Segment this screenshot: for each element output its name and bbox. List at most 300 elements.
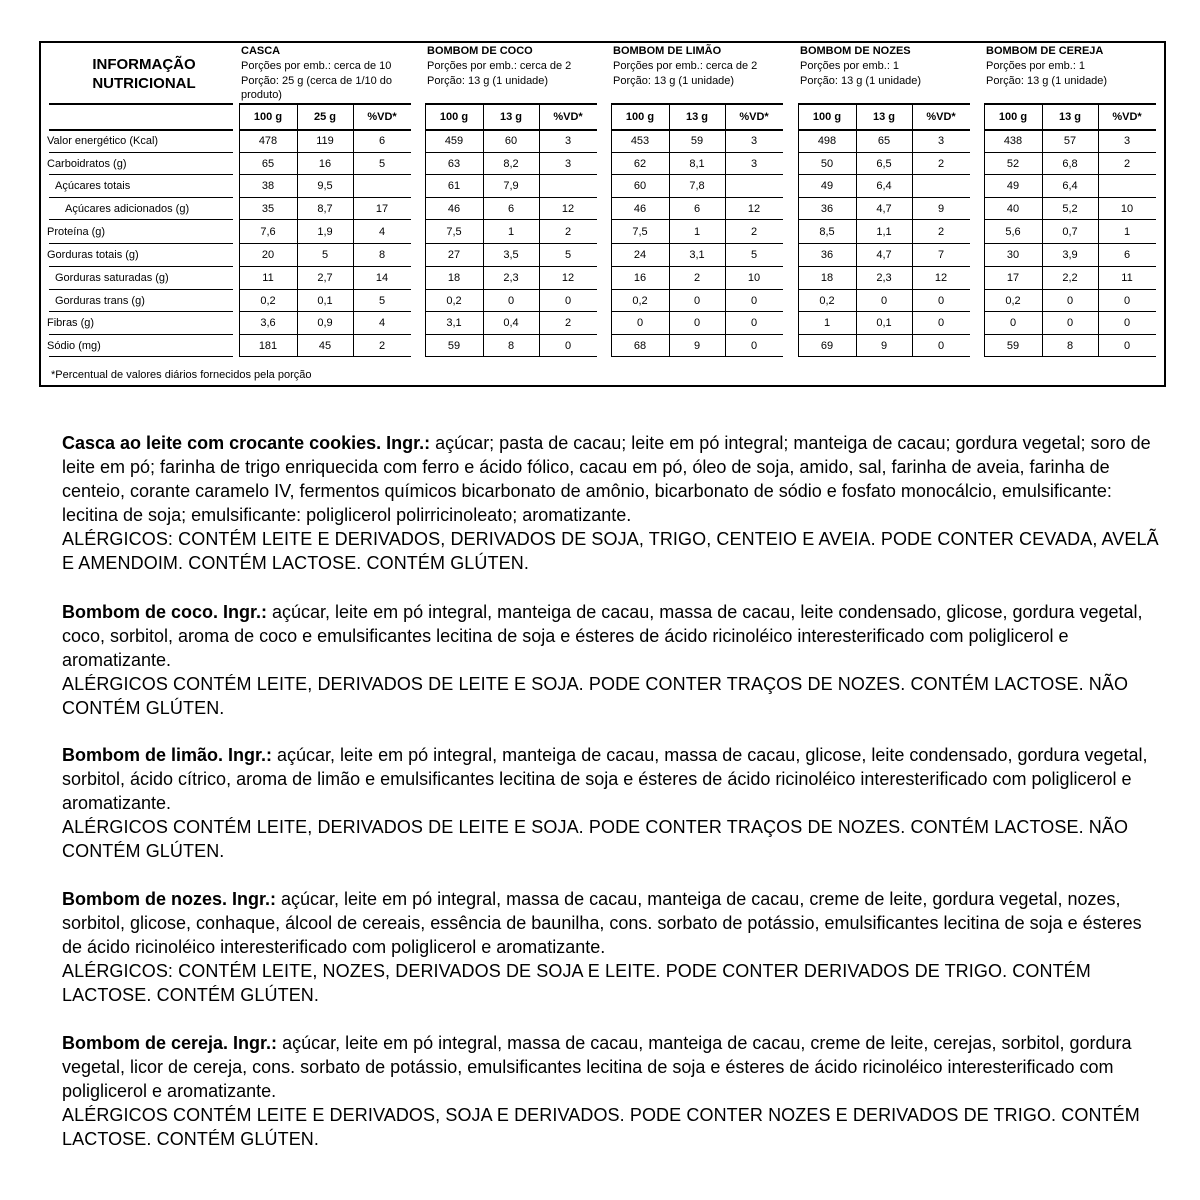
nutrient-value: 7,8 [689,180,705,192]
nutrient-value: 0 [636,317,644,329]
ingredients-text: açúcar, leite em pó integral, massa de cacau, manteiga de cacau, creme de leite, gordura vegetal, nozes, sorbitol, glicose, conhaque, álcool de cereais, essência de baunilha, cons. sorbato de potássio, emulsificantes lecitina de soja e ésteres de ácido ricinoléico interesterificado com poliglicerol e aromatizante. [62,889,1142,957]
nutrient-label: Sódio (mg) [47,339,101,352]
nutrient-value: 46 [633,202,647,215]
nutrient-value: 12 [561,272,575,284]
table-rule [611,219,783,220]
table-rule [239,289,411,290]
product-servings: Porções por emb.: 1 [986,60,1086,72]
table-rule [425,266,597,267]
nutrient-value: 4 [378,225,386,238]
table-rule [425,103,597,105]
nutrient-value: 1,1 [876,225,892,238]
table-rule [984,129,1156,131]
ingredients-limao [62,743,1162,863]
nutrient-value: 14 [375,272,389,284]
table-footnote: *Percentual de valores diários fornecidos pela porção [51,369,312,381]
table-rule [611,103,783,105]
product-servings: Porções por emb.: cerca de 2 [427,60,572,72]
nutrient-value: 0 [750,339,758,352]
nutrient-value: 62 [633,157,647,170]
nutrient-value: 60 [633,180,647,192]
nutrient-value: 8,5 [819,225,835,238]
nutrient-value: 3,9 [1062,249,1078,261]
column-header: 100 g [625,111,655,123]
table-rule [49,356,233,357]
nutrient-value: 6,4 [876,180,892,192]
nutrient-value: 3 [750,135,758,147]
table-rule [984,266,1156,267]
table-rule [611,152,783,153]
nutrient-value: 0 [880,294,888,307]
nutrient-value: 459 [444,135,464,147]
nutrient-value: 3,1 [689,249,705,261]
table-rule [353,103,354,356]
nutrient-value: 7,5 [632,225,648,238]
table-rule [49,219,233,220]
column-header: %VD* [926,111,956,123]
product-servings: Porções por emb.: cerca de 10 [241,60,392,72]
nutrient-value: 7 [937,249,945,261]
table-rule [425,103,426,356]
nutrient-value: 0 [937,294,945,307]
nutrient-value: 10 [1120,202,1134,215]
column-header: 100 g [998,111,1028,123]
table-rule [49,197,233,198]
table-rule [725,103,726,356]
table-rule [798,152,970,153]
table-rule [798,334,970,335]
nutrient-value: 6,5 [876,157,892,170]
column-header: 100 g [253,111,283,123]
ingredients-text: açúcar, leite em pó integral, massa de cacau, manteiga de cacau, creme de leite, cerejas, sorbitol, gordura vegetal, licor de cereja, cons. sorbato de potássio, emulsificantes lecitina de soja e ésteres de ácido ricinoléico interesterificado com poliglicerol e aromatizante. [62,1033,1132,1101]
nutrient-value: 5 [321,249,329,261]
nutrient-value: 498 [817,135,837,147]
nutrient-value: 11 [262,272,274,284]
nutrient-value: 6 [693,202,701,215]
nutrient-value: 2,3 [876,272,892,284]
nutrient-value: 0 [1066,294,1074,307]
column-header: %VD* [739,111,769,123]
nutrient-value: 17 [1006,272,1020,284]
column-header: 13 g [872,111,895,123]
table-rule [239,174,411,175]
column-header: %VD* [553,111,583,123]
nutrient-value: 3 [1123,135,1131,147]
nutrient-label: Gorduras totais (g) [47,249,139,261]
product-name: Bombom de limão. Ingr.: [62,745,273,765]
column-header: 100 g [439,111,469,123]
column-header: 13 g [499,111,522,123]
table-rule [798,103,970,105]
nutrient-value: 7,9 [503,180,519,192]
product-portion: Porção: 13 g (1 unidade) [427,75,549,87]
table-rule [425,174,597,175]
nutrient-label: Gorduras saturadas (g) [55,272,169,284]
nutrient-value: 46 [447,202,461,215]
nutrient-value: 0 [507,294,515,307]
allergens-text: ALÉRGICOS CONTÉM LEITE E DERIVADOS, SOJA E DERIVADOS. PODE CONTER NOZES E DERIVADOS DE TRIGO. CONTÉM LACTOSE. CONTÉM GLÚTEN. [62,1105,1140,1149]
product-name: Bombom de nozes. Ingr.: [62,889,277,909]
table-rule [483,103,484,356]
nutrient-value: 0 [1123,317,1131,329]
nutrient-value: 69 [820,339,834,352]
product-header-name: BOMBOM DE NOZES [800,45,911,57]
nutrient-value: 3 [564,135,572,147]
nutrient-value: 2,7 [317,272,333,284]
nutrient-value: 30 [1006,249,1020,261]
product-name: Bombom de coco. Ingr.: [62,602,268,622]
nutrient-value: 12 [934,272,948,284]
nutrient-value: 8,7 [317,202,333,215]
nutrient-label: Gorduras trans (g) [55,294,145,307]
nutrient-value: 0,1 [876,317,892,329]
nutrient-value: 45 [318,339,332,352]
table-rule [49,266,233,267]
table-rule [669,103,670,356]
nutrient-value: 38 [261,180,275,192]
table-rule [611,266,783,267]
table-title: INFORMAÇÃO NUTRICIONAL [92,56,196,92]
table-rule [611,311,783,312]
nutrient-value: 2 [378,339,386,352]
product-portion: Porção: 13 g (1 unidade) [800,75,922,87]
table-rule [611,334,783,335]
table-rule [425,334,597,335]
table-rule [239,219,411,220]
nutrient-value: 0 [564,294,572,307]
nutrient-value: 3,6 [260,317,276,329]
nutrient-value: 5 [564,249,572,261]
nutrient-value: 11 [1121,272,1133,284]
ingredients-cereja [62,1031,1162,1151]
nutrient-value: 16 [633,272,647,284]
nutrient-value: 2 [564,317,572,329]
nutrient-value: 2 [693,272,701,284]
nutrient-value: 4,7 [876,202,892,215]
nutrient-value: 0 [693,294,701,307]
nutrient-value: 5,2 [1062,202,1078,215]
table-rule [425,197,597,198]
table-rule [297,103,298,356]
nutrient-value: 181 [258,339,278,352]
nutrition-table [39,41,1166,387]
table-rule [611,103,612,356]
column-header: 13 g [685,111,708,123]
nutrient-value: 9 [937,202,945,215]
nutrient-value: 0 [1009,317,1017,329]
nutrient-value: 2 [564,225,572,238]
nutrient-label: Carboidratos (g) [47,157,127,170]
table-rule [239,129,411,131]
table-rule [984,197,1156,198]
allergens-text: ALÉRGICOS CONTÉM LEITE, DERIVADOS DE LEITE E SOJA. PODE CONTER TRAÇOS DE NOZES. CONTÉM LACTOSE. NÃO CONTÉM GLÚTEN. [62,674,1129,718]
nutrient-value: 9,5 [317,180,333,192]
nutrient-value: 478 [258,135,278,147]
allergens-text: ALÉRGICOS CONTÉM LEITE, DERIVADOS DE LEITE E SOJA. PODE CONTER TRAÇOS DE NOZES. CONTÉM LACTOSE. NÃO CONTÉM GLÚTEN. [62,817,1129,861]
nutrient-value: 36 [820,249,834,261]
table-rule [49,243,233,244]
nutrient-value: 0 [693,317,701,329]
nutrient-value: 0 [1123,339,1131,352]
ingredients-paragraph [62,600,1162,672]
nutrient-value: 0 [1123,294,1131,307]
nutrient-label: Açúcares adicionados (g) [65,202,190,215]
ingredients-paragraph [62,1031,1162,1103]
product-header-name: BOMBOM DE CEREJA [986,45,1104,57]
nutrient-value: 5 [378,294,386,307]
nutrient-value: 2,2 [1062,272,1078,284]
table-rule [1098,103,1099,356]
nutrient-label: Fibras (g) [47,317,95,329]
table-rule [984,356,1156,357]
nutrient-value: 59 [690,135,704,147]
nutrient-value: 61 [447,180,461,192]
table-rule [49,174,233,175]
nutrient-value: 40 [1006,202,1020,215]
nutrient-value: 1,9 [317,225,333,238]
nutrient-value: 36 [820,202,834,215]
table-rule [984,334,1156,335]
product-servings: Porções por emb.: cerca de 2 [613,60,758,72]
product-name: Bombom de cereja. Ingr.: [62,1033,278,1053]
product-portion-cont: produto) [241,89,282,101]
nutrient-value: 5 [378,157,386,170]
table-rule [239,103,411,105]
nutrient-value: 8,1 [689,157,705,170]
nutrient-value: 4,7 [876,249,892,261]
table-rule [984,152,1156,153]
nutrient-value: 1 [1123,225,1131,238]
table-rule [239,311,411,312]
table-rule [239,152,411,153]
nutrient-value: 8 [507,339,515,352]
table-rule [425,311,597,312]
table-rule [425,219,597,220]
nutrient-value: 0 [564,339,572,352]
table-rule [798,289,970,290]
table-rule [984,103,1156,105]
nutrient-value: 6,8 [1062,157,1078,170]
nutrient-value: 2,3 [503,272,519,284]
nutrient-value: 16 [318,157,332,170]
column-header: 100 g [812,111,842,123]
table-rule [1042,103,1043,356]
table-rule [798,103,799,356]
ingredients-paragraph [62,431,1162,527]
nutrient-value: 0 [1066,317,1074,329]
nutrient-value: 24 [633,249,647,261]
nutrient-value: 12 [561,202,575,215]
nutrient-value: 7,6 [260,225,276,238]
nutrient-value: 8,2 [503,157,519,170]
table-rule [239,243,411,244]
table-rule [239,356,411,357]
product-portion: Porção: 13 g (1 unidade) [986,75,1108,87]
table-rule [611,243,783,244]
table-rule [798,129,970,131]
product-name: Casca ao leite com crocante cookies. Ingr.: [62,433,431,453]
table-rule [239,334,411,335]
nutrient-value: 119 [316,135,334,147]
table-rule [49,311,233,312]
ingredients-nozes [62,887,1162,1007]
table-rule [798,197,970,198]
nutrient-value: 6 [378,135,386,147]
nutrient-value: 65 [261,157,275,170]
nutrient-value: 2 [750,225,758,238]
allergens-text: ALÉRGICOS: CONTÉM LEITE, NOZES, DERIVADOS DE SOJA E LEITE. PODE CONTER DERIVADOS DE TRIGO. CONTÉM LACTOSE. CONTÉM GLÚTEN. [62,961,1091,1005]
table-rule [425,289,597,290]
nutrient-value: 57 [1063,135,1077,147]
nutrient-value: 59 [447,339,461,352]
column-header: %VD* [367,111,397,123]
nutrient-value: 0,2 [1005,294,1021,307]
nutrient-value: 2 [937,157,945,170]
table-rule [912,103,913,356]
table-rule [539,103,540,356]
nutrient-value: 1 [693,225,701,238]
nutrient-value: 0,4 [503,317,519,329]
column-header: 25 g [313,111,336,123]
table-rule [425,152,597,153]
table-rule [239,103,240,356]
nutrient-value: 0 [750,317,758,329]
table-rule [49,289,233,290]
nutrient-value: 17 [375,202,389,215]
ingredients-coco [62,600,1162,720]
table-rule [798,174,970,175]
table-rule [611,289,783,290]
nutrient-value: 68 [633,339,647,352]
nutrient-value: 9 [880,339,888,352]
table-rule [984,174,1156,175]
table-rule [425,243,597,244]
table-rule [611,356,783,357]
table-rule [425,129,597,131]
nutrient-value: 18 [820,272,834,284]
table-rule [611,174,783,175]
nutrient-value: 27 [447,249,461,261]
nutrient-value: 6 [507,202,515,215]
nutrient-value: 2 [1123,157,1131,170]
allergens-text: ALÉRGICOS: CONTÉM LEITE E DERIVADOS, DERIVADOS DE SOJA, TRIGO, CENTEIO E AVEIA. PODE CONTER CEVADA, AVELÃ E AMENDOIM. CONTÉM LACTOSE. CONTÉM GLÚTEN. [62,529,1159,573]
nutrient-value: 438 [1003,135,1023,147]
nutrient-value: 0,2 [632,294,648,307]
nutrient-value: 3 [564,157,572,170]
table-rule [798,266,970,267]
nutrient-value: 59 [1006,339,1020,352]
table-rule [984,103,985,356]
table-rule [49,103,233,105]
nutrient-value: 10 [747,272,761,284]
table-rule [798,311,970,312]
table-rule [984,219,1156,220]
nutrient-value: 7,5 [446,225,462,238]
nutrient-value: 5,6 [1005,225,1021,238]
product-header-name: BOMBOM DE LIMÃO [613,45,722,57]
nutrient-value: 0 [937,317,945,329]
nutrient-value: 65 [877,135,891,147]
ingredients-text: açúcar, leite em pó integral, manteiga de cacau, massa de cacau, glicose, leite condensado, gordura vegetal, sorbitol, ácido cítrico, aroma de limão e emulsificantes lecitina de soja e ésteres de ácido ricinoléico interesterificado com poliglicerol e aromatizante. [62,745,1148,813]
nutrient-value: 8 [378,249,386,261]
nutrient-value: 6,4 [1062,180,1078,192]
table-rule [49,129,233,131]
nutrient-value: 0,1 [317,294,333,307]
nutrient-value: 3,1 [446,317,462,329]
nutrient-value: 49 [1006,180,1020,192]
nutrient-value: 3 [750,157,758,170]
nutrient-value: 35 [261,202,275,215]
table-rule [611,197,783,198]
product-header-name: CASCA [241,45,281,57]
nutrient-value: 20 [261,249,275,261]
table-rule [856,103,857,356]
nutrient-value: 12 [747,202,761,215]
nutrient-value: 63 [447,157,461,170]
nutrient-value: 4 [378,317,386,329]
product-servings: Porções por emb.: 1 [800,60,900,72]
nutrient-value: 3,5 [503,249,519,261]
nutrient-value: 60 [504,135,518,147]
nutrient-label: Valor energético (Kcal) [47,135,159,147]
nutrient-value: 0,2 [260,294,276,307]
nutrient-value: 50 [820,157,834,170]
nutrient-value: 9 [693,339,701,352]
nutrient-value: 3 [937,135,945,147]
product-portion: Porção: 25 g (cerca de 1/10 do [241,75,393,87]
nutrient-value: 0,2 [446,294,462,307]
nutrient-value: 0 [750,294,758,307]
nutrient-value: 8 [1066,339,1074,352]
table-rule [798,243,970,244]
table-rule [984,311,1156,312]
column-header: %VD* [1112,111,1142,123]
nutrient-value: 49 [820,180,834,192]
ingredients-paragraph [62,887,1162,959]
column-header: 13 g [1058,111,1081,123]
product-header-name: BOMBOM DE COCO [427,45,533,57]
table-rule [798,219,970,220]
nutrient-value: 453 [630,135,650,147]
table-rule [984,243,1156,244]
table-rule [611,129,783,131]
nutrient-value: 1 [507,225,515,238]
nutrient-value: 5 [750,249,758,261]
table-rule [49,152,233,153]
nutrient-value: 1 [823,317,831,329]
table-rule [49,334,233,335]
nutrient-value: 2 [937,225,945,238]
nutrient-value: 0 [937,339,945,352]
nutrient-value: 0,9 [317,317,333,329]
ingredients-casca [62,431,1162,575]
ingredients-paragraph [62,743,1162,815]
product-portion: Porção: 13 g (1 unidade) [613,75,735,87]
nutrient-value: 0,7 [1062,225,1078,238]
table-rule [984,289,1156,290]
nutrient-value: 6 [1123,249,1131,261]
table-rule [798,356,970,357]
nutrient-value: 0,2 [819,294,835,307]
nutrient-label: Proteína (g) [47,225,106,238]
table-rule [425,356,597,357]
table-rule [239,266,411,267]
ingredients-text: açúcar, leite em pó integral, manteiga de cacau, massa de cacau, leite condensado, glicose, gordura vegetal, coco, sorbitol, aroma de coco e emulsificantes lecitina de soja e ésteres de ácido ricinoléico interesterificado com poliglicerol e aromatizante. [62,602,1143,670]
nutrient-label: Açúcares totais [55,180,131,192]
nutrient-value: 52 [1006,157,1020,170]
nutrient-value: 18 [447,272,461,284]
table-rule [239,197,411,198]
